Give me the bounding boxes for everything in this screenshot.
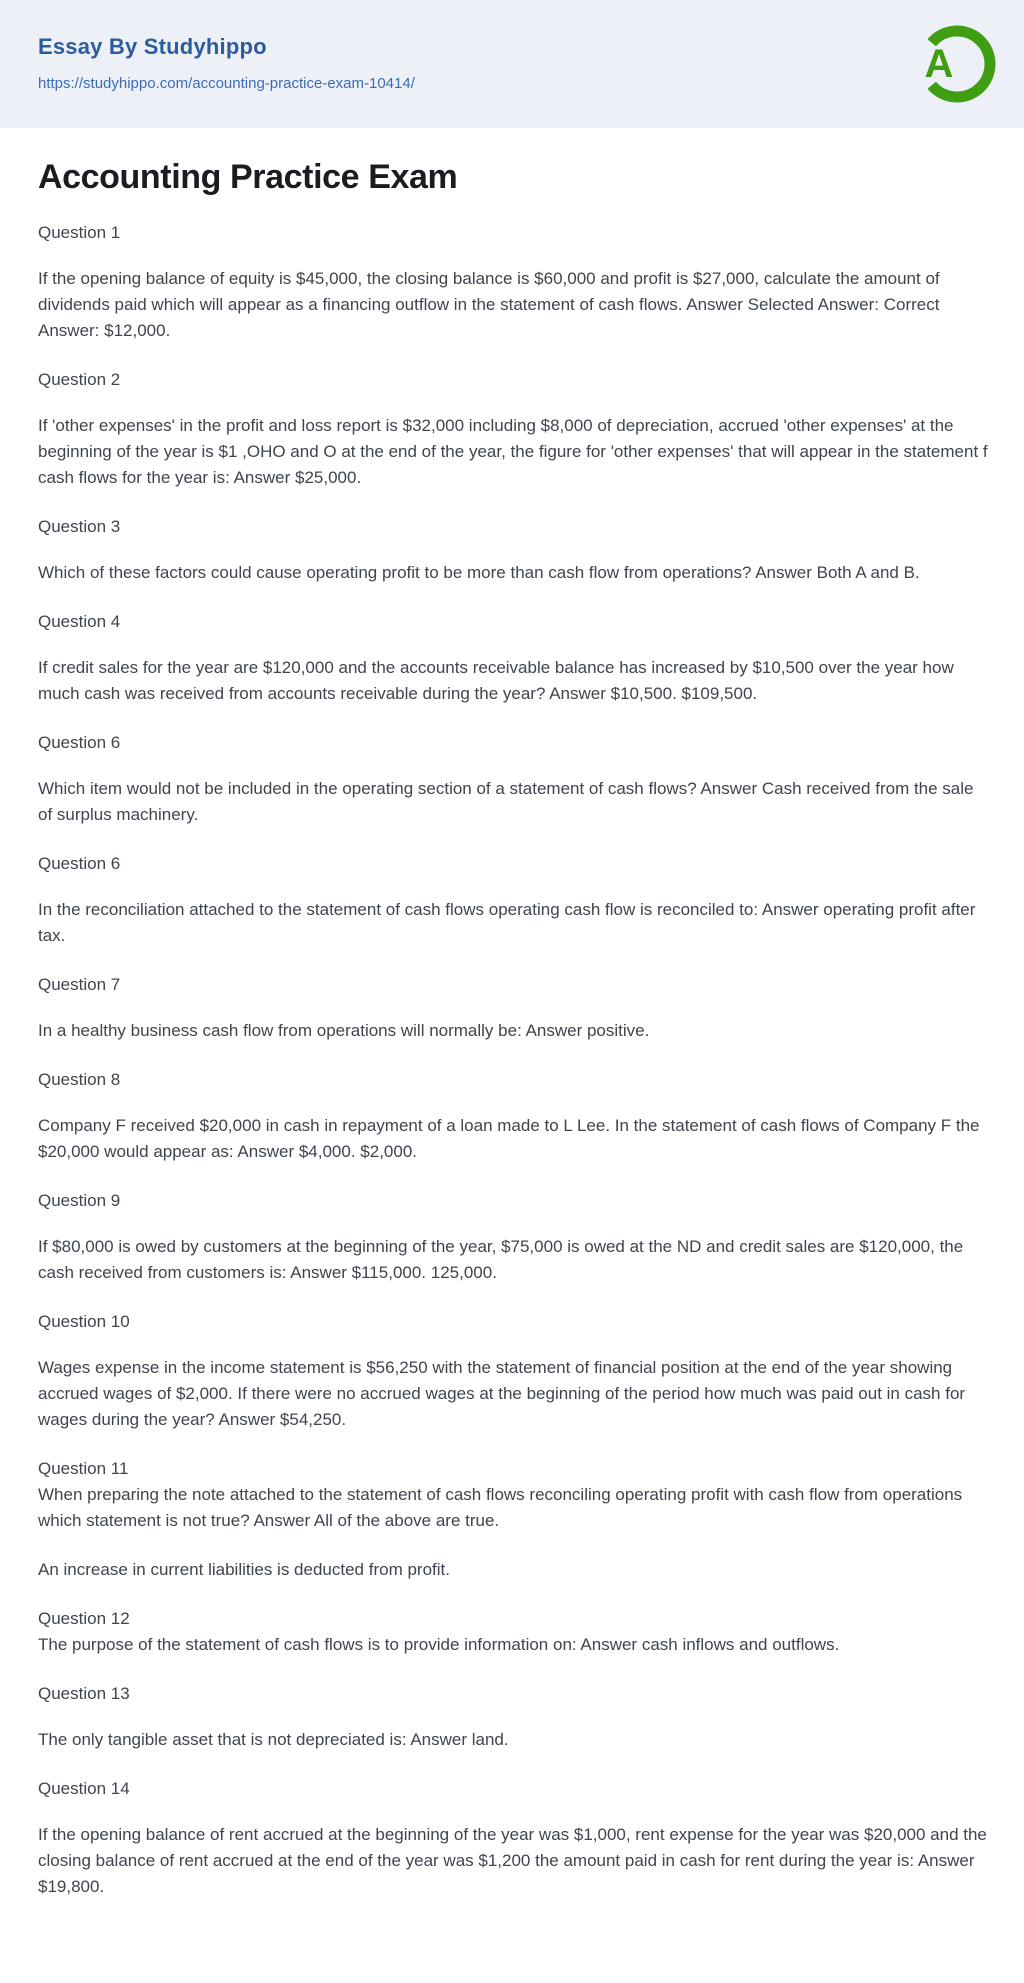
question-text: If $80,000 is owed by customers at the beginning of the year, $75,000 is owed at the ND and credit sales are $120,000, the cash received from customers is: Answer $115,000. 125,000. xyxy=(38,1237,964,1282)
source-url-link[interactable]: https://studyhippo.com/accounting-practice-exam-10414/ xyxy=(38,75,415,92)
question-block xyxy=(38,1681,988,1753)
question-text: Company F received $20,000 in cash in repayment of a loan made to L Lee. In the statement of cash flows of Company F the $20,000 would appear as: Answer $4,000. $2,000. xyxy=(38,1116,980,1161)
logo-letter: A xyxy=(924,42,954,86)
question-block xyxy=(38,220,988,344)
studyhippo-logo-icon xyxy=(912,19,1002,109)
question-text: In the reconciliation attached to the statement of cash flows operating cash flow is reconciled to: Answer operating profit after tax. xyxy=(38,900,976,945)
question-block xyxy=(38,1606,988,1658)
question-text: The only tangible asset that is not depreciated is: Answer land. xyxy=(38,1730,509,1749)
question-text: If the opening balance of rent accrued at the beginning of the year was $1,000, rent expense for the year was $20,000 and the closing balance of rent accrued at the end of the year was $1,200 the amount paid in cash for rent during the year is: Answer $19,800. xyxy=(38,1825,987,1896)
question-block xyxy=(38,1309,988,1433)
question-block xyxy=(38,972,988,1044)
question-text: Wages expense in the income statement is $56,250 with the statement of financial position at the end of the year showing accrued wages of $2,000. If there were no accrued wages at the beginning of the period how much was paid out in cash for wages during the year? Answer $54,250. xyxy=(38,1358,966,1429)
question-block xyxy=(38,367,988,491)
question-block xyxy=(38,1456,988,1534)
question-label: Question 7 xyxy=(38,975,121,994)
question-label: Question 10 xyxy=(38,1312,130,1331)
document-body xyxy=(0,128,1024,1983)
question-label: Question 6 xyxy=(38,733,121,752)
statement-text: An increase in current liabilities is deducted from profit. xyxy=(38,1560,450,1579)
question-label: Question 12 xyxy=(38,1609,130,1628)
question-label: Question 6 xyxy=(38,854,121,873)
question-block xyxy=(38,1776,988,1900)
question-text: Which of these factors could cause operating profit to be more than cash flow from operations? Answer Both A and B. xyxy=(38,563,920,582)
question-text: If the opening balance of equity is $45,000, the closing balance is $60,000 and profit is $27,000, calculate the amount of dividends paid which will appear as a financing outflow in the statement of cash flows. Answer Selected Answer: Correct Answer: $12,000. xyxy=(38,269,940,340)
question-label: Question 13 xyxy=(38,1684,130,1703)
question-label: Question 14 xyxy=(38,1779,130,1798)
question-text: When preparing the note attached to the statement of cash flows reconciling operating profit with cash flow from operations which statement is not true? Answer All of the above are true. xyxy=(38,1485,963,1530)
question-text: If credit sales for the year are $120,000 and the accounts receivable balance has increased by $10,500 over the year how much cash was received from accounts receivable during the year? Answer $10,500. $109,500. xyxy=(38,658,954,703)
question-label: Question 4 xyxy=(38,612,121,631)
question-text: Which item would not be included in the operating section of a statement of cash flows? Answer Cash received from the sale of surplus machinery. xyxy=(38,779,974,824)
question-label: Question 11 xyxy=(38,1459,129,1478)
question-block xyxy=(38,730,988,828)
question-label: Question 8 xyxy=(38,1070,121,1089)
question-label: Question 2 xyxy=(38,370,121,389)
question-block xyxy=(38,1067,988,1165)
question-block xyxy=(38,851,988,949)
question-label: Question 9 xyxy=(38,1191,121,1210)
question-label: Question 3 xyxy=(38,517,121,536)
question-block xyxy=(38,514,988,586)
question-text: If 'other expenses' in the profit and loss report is $32,000 including $8,000 of depreciation, accrued 'other expenses' at the beginning of the year is $1 ,OHO and O at the end of the year, the figure for 'other expenses' that will appear in the statement f cash flows for the year is: Answer $25,000. xyxy=(38,416,988,487)
question-text: The purpose of the statement of cash flows is to provide information on: Answer cash inflows and outflows. xyxy=(38,1635,840,1654)
statement-block xyxy=(38,1557,988,1583)
question-label: Question 1 xyxy=(38,223,121,242)
site-title: Essay By Studyhippo xyxy=(38,34,267,59)
question-text: In a healthy business cash flow from operations will normally be: Answer positive. xyxy=(38,1021,650,1040)
page-title: Accounting Practice Exam xyxy=(38,158,458,196)
site-header xyxy=(0,0,1024,128)
question-block xyxy=(38,1188,988,1286)
question-block xyxy=(38,609,988,707)
